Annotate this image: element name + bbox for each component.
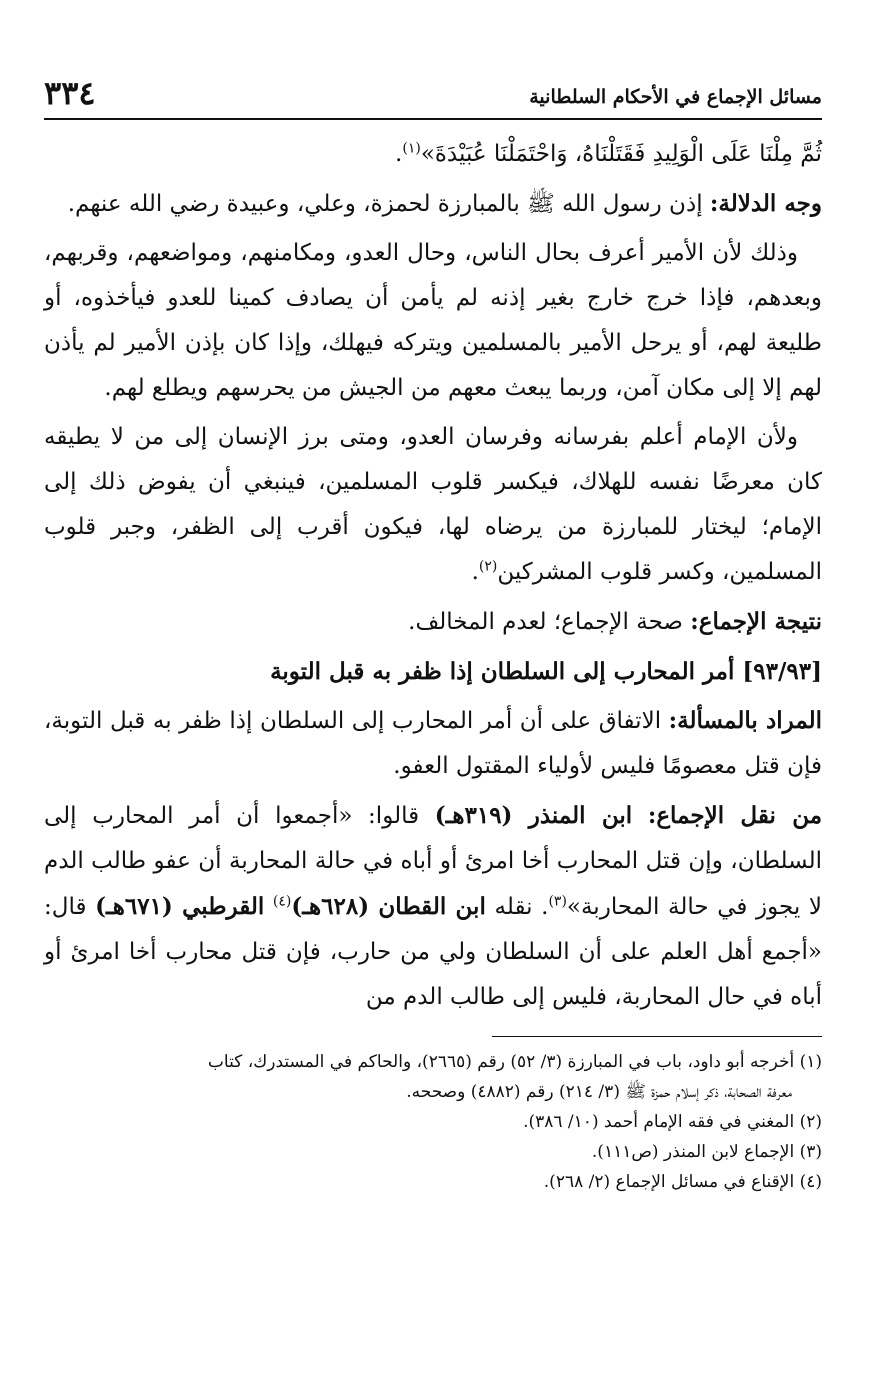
footnote-2: (٢) المغني في فقه الإمام أحمد (١٠/ ٣٨٦). xyxy=(523,1112,822,1132)
footnote-ref-1: (١) xyxy=(402,140,421,157)
section-heading: [٩٣/٩٣] أمر المحارب إلى السلطان إذا ظفر به قبل التوبة xyxy=(270,658,822,685)
page-number: ٣٣٤ xyxy=(44,74,96,112)
hadith-tail: . xyxy=(395,141,403,167)
naql-text-2: . نقله xyxy=(494,894,549,920)
natija-text: صحة الإجماع؛ لعدم المخالف. xyxy=(408,609,683,635)
main-text xyxy=(44,132,822,1020)
book-page xyxy=(44,74,822,1197)
scholar-ibn-alqattan: ابن القطان (٦٢٨هـ) xyxy=(291,893,486,920)
footnote-3: (٣) الإجماع لابن المنذر (ص١١١). xyxy=(591,1142,822,1162)
paragraph-2-tail: . xyxy=(471,559,479,585)
dalala-text: إذن رسول الله ﷺ بالمبارزة لحمزة، وعلي، وعبيدة رضي الله عنهم. xyxy=(67,191,703,217)
dalala-label: وجه الدلالة: xyxy=(709,190,822,217)
footnotes xyxy=(44,1047,822,1197)
murad-text: الاتفاق على أن أمر المحارب إلى السلطان إذا ظفر به قبل التوبة، فإن قتل معصومًا فليس لأولياء المقتول العفو. xyxy=(44,708,822,779)
footnote-divider xyxy=(492,1036,822,1037)
scholar-ibn-almundhir: ابن المنذر (٣١٩هـ) xyxy=(434,802,633,829)
murad-label: المراد بالمسألة: xyxy=(668,707,823,734)
footnote-1: (١) أخرجه أبو داود، باب في المبارزة (٣/ ٥٢) رقم (٢٦٦٥)، والحاكم في المستدرك، كتاب xyxy=(207,1052,822,1072)
paragraph-1: وذلك لأن الأمير أعرف بحال الناس، وحال العدو، ومكامنهم، ومواضعهم، وقربهم، وبعدهم، فإذا خرج خارج بغير إذنه لم يأمن أن يصادف كمينا للعدو فيأخذوه، أو طليعة لهم، أو يرحل الأمير بالمسلمين ويتركه فيهلك، وإذا كان بإذن الأمير لم يأذن لهم إلا إلى مكان آمن، وربما يبعث معهم من الجيش من يحرسهم ويطلع لهم. xyxy=(44,240,822,401)
scholar-alqurtubi: القرطبي (٦٧١هـ) xyxy=(95,893,265,920)
paragraph-2 xyxy=(44,415,822,595)
footnote-ref-4: (٤) xyxy=(272,893,292,910)
page-header xyxy=(44,74,822,120)
running-title: مسائل الإجماع في الأحكام السلطانية xyxy=(529,86,822,108)
footnote-ref-2: (٢) xyxy=(478,558,498,575)
footnote-1-continued: معرفة الصحابة، ذكر إسلام حمزة ﷺ (٣/ ٢١٤) رقم (٤٨٨٢) وصححه. xyxy=(406,1082,792,1102)
naql-label: من نقل الإجماع: xyxy=(647,802,823,829)
natija-label: نتيجة الإجماع: xyxy=(690,608,822,635)
naql-text-3: قال: «أجمع أهل العلم على أن السلطان ولي من حارب، فإن قتل محارب أخا امرئ أو أباه في حال المحاربة، فليس إلى طالب الدم من xyxy=(44,894,822,1010)
hadith-text: ثُمَّ مِلْنَا عَلَى الْوَلِيدِ فَقَتَلْنَاهُ، وَاحْتَمَلْنَا عُبَيْدَةَ» xyxy=(420,141,822,167)
footnote-4: (٤) الإقناع في مسائل الإجماع (٢/ ٢٦٨). xyxy=(543,1172,822,1192)
dalala-paragraph xyxy=(44,181,822,227)
murad-paragraph xyxy=(44,698,822,789)
paragraph-2-text: ولأن الإمام أعلم بفرسانه وفرسان العدو، ومتى برز الإنسان إلى من لا يطيقه كان معرضًا نفسه للهلاك، فيكسر قلوب المسلمين، فينبغي أن يفوض ذلك إلى الإمام؛ ليختار للمبارزة من يرضاه لها، فيكون أقرب إلى الظفر، وجبر قلوب المسلمين، وكسر قلوب المشركين xyxy=(44,424,822,585)
naql-paragraph xyxy=(44,793,822,1020)
footnote-ref-3: (٣) xyxy=(548,893,567,910)
naql-text-1: قالوا: «أجمعوا أن أمر المحارب إلى السلطان، وإن قتل المحارب أخا امرئ أو أباه في حالة المحاربة أن عفو طالب الدم لا يجوز في حالة المحاربة» xyxy=(44,803,823,920)
hadith-ending xyxy=(44,132,822,177)
natija-paragraph xyxy=(44,599,822,645)
